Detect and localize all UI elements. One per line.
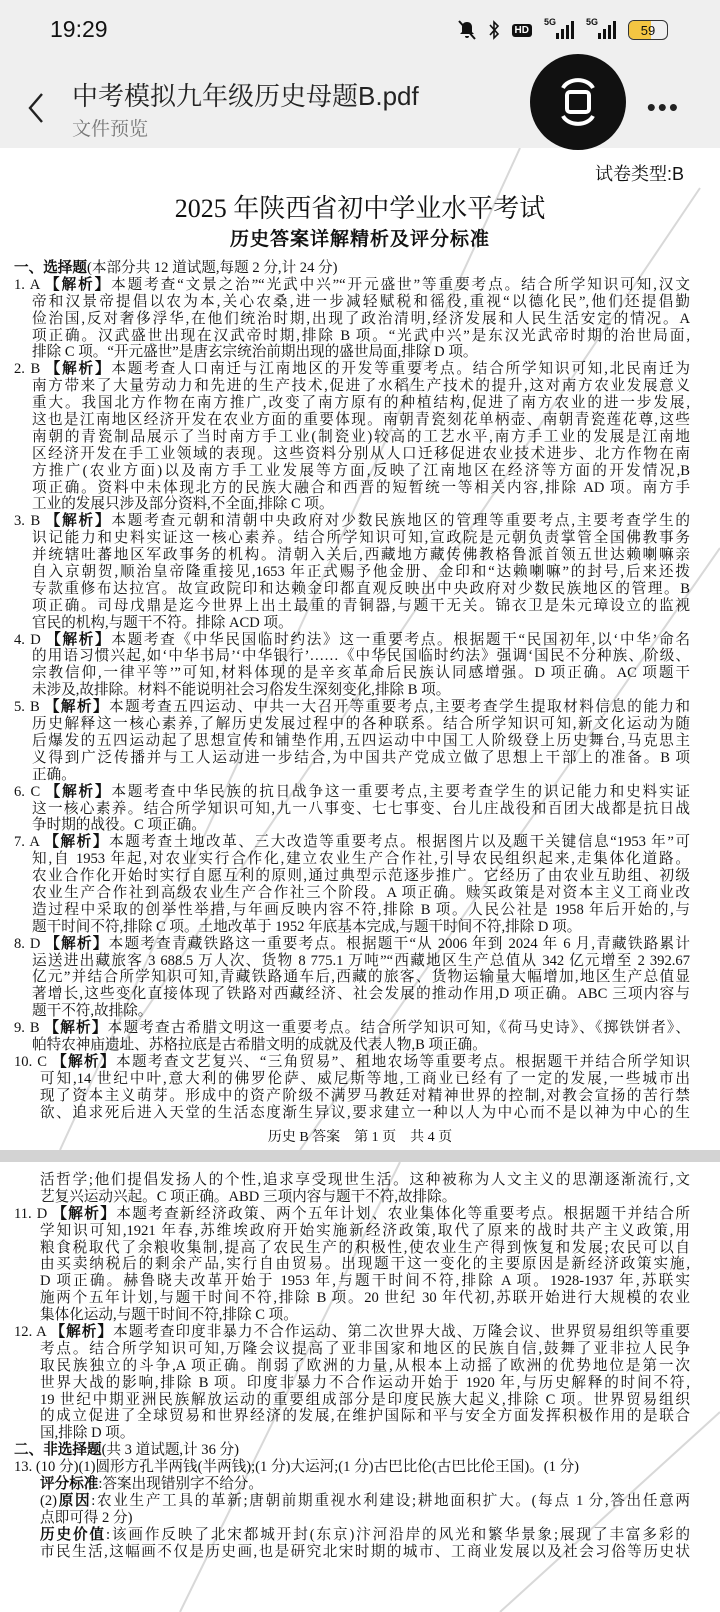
answer-choice: B <box>30 699 40 716</box>
analysis-tag: 【解析】 <box>45 361 112 378</box>
answer-text: 活哲学;他们提倡发扬人的个性,追求享受现世生活。这种被称为人文主义的思潮逐渐流行,文 <box>40 1172 690 1188</box>
answer-text: 题干不符,故排除。 <box>32 1003 153 1020</box>
page-footer: 历史 B 答案 第 1 页 共 4 页 <box>267 1130 453 1145</box>
answer-text: 运送进出藏旅客 3 688.5 万人次、货物 8 775.1 万吨”“西藏地区生产总值从 342 亿元增至 2 392.67 <box>32 952 690 969</box>
answer-text: 题干时间不符,排除 C 项。土地改革于 1952 年底基本完成,与题干时间不符,排除 D 项。 <box>32 918 582 935</box>
analysis-tag: 【解析】 <box>52 1053 117 1070</box>
answer-text: 这也是江南地区经济开发在农业方面的重要体现。南朝青瓷刻花单柄壶、南朝青瓷莲花尊,这些 <box>32 412 690 429</box>
answer-line <box>40 1088 690 1105</box>
answer-line <box>40 1392 690 1409</box>
q13-reason-cont: 点即可得 2 分) <box>40 1509 133 1526</box>
hd-voice-icon: HD <box>512 24 532 37</box>
answer-text: 方推广(农业方面)以及南方手工业发展等方面,反映了江南地区在经济等方面的开发情况,B <box>32 462 690 479</box>
answer-choice: A <box>36 1324 46 1341</box>
answer-line <box>32 1037 690 1054</box>
q13-value <box>40 1527 690 1544</box>
answer-line <box>40 1341 690 1358</box>
answer-text: D 项正确。赫鲁晓夫改革开始于 1953 年,与题干时间不符,排除 A 项。1928-1937 年,苏联实 <box>40 1273 690 1290</box>
answer-text: 的成立促进了全球贸易和世界经济的发展,在维护国际和平与安全方面发挥积极作用的是联合 <box>40 1408 690 1425</box>
pdf-page-2 <box>0 1162 720 1612</box>
answer-text: 国,排除 D 项。 <box>40 1425 135 1442</box>
analysis-tag: 【解析】 <box>52 1205 117 1222</box>
criteria-label: 评分标准 <box>40 1476 99 1493</box>
answer-line <box>40 1172 690 1189</box>
answer-choice: C <box>30 783 41 800</box>
value-text: :该画作反映了北宋都城开封(东京)汴河沿岸的风光和繁华景象;展现了丰富多彩的 <box>105 1526 690 1543</box>
answer-text: 本题考查“文景之治”“光武中兴”“开元盛世”等重要考点。结合所学知识可知,汉文 <box>111 276 690 293</box>
answer-item <box>14 699 690 716</box>
doc-subtitle: 历史答案详解精析及评分标准 <box>229 229 490 250</box>
answer-text: 的用语习惯兴起,如‘中华书局’‘中华银行’……《中华民国临时约法》强调‘国民不分种族、阶级、 <box>32 648 690 665</box>
answer-line <box>32 902 690 919</box>
answer-text: 义得到广泛传播并与工人运动进一步结合,为中国共产党成立做了思想上干部上的准备。B 项 <box>32 749 690 766</box>
answer-text: 粮食税取代了余粮收集制,提高了农民生产的积极性,使农业生产得到恢复和发展;农民可以自 <box>40 1239 690 1256</box>
answer-line <box>32 851 690 868</box>
answer-line <box>32 530 690 547</box>
reason-text: :农业生产工具的革新;唐朝前期重视水利建设;耕地面积扩大。(每点 1 分,答出任意两 <box>91 1492 690 1509</box>
answer-line <box>32 378 690 395</box>
answer-line <box>32 750 690 767</box>
doc-title: 2025 年陕西省初中学业水平考试 <box>174 194 546 223</box>
answer-text: 工业的发展只涉及部分资料,不全面,排除 C 项。 <box>32 496 334 513</box>
answer-text: 项正确。资料中未体现北方的民族大融合和西晋的短暂统一等相关内容,排除 AD 项。南方手 <box>32 479 690 496</box>
paper-type: 试卷类型:B <box>594 164 684 184</box>
answer-text: 本题考查中华民族的抗日战争这一重要考点,主要考查学生的识记能力和史料实证 <box>111 783 690 800</box>
rotate-icon <box>555 74 601 130</box>
answer-item <box>14 784 690 801</box>
answer-line <box>32 969 690 986</box>
answer-line <box>40 1240 690 1257</box>
answer-line <box>32 919 690 936</box>
pdf-page-1 <box>0 148 720 1150</box>
section-heading <box>14 1442 690 1459</box>
answer-line <box>40 1358 690 1375</box>
question-number: 1. <box>14 276 25 293</box>
answer-text: 项正确。汉武盛世出现在汉武帝时期,排除 B 项。“光武中兴”是东汉光武帝时期的治世局面, <box>32 327 690 344</box>
answer-line <box>32 480 690 497</box>
answer-choice: A <box>29 834 40 851</box>
answer-text: 南朝的青瓷制品展示了当时南方手工业(制瓷业)较高的工艺水平,南方手工业的发展是江南地 <box>32 428 690 445</box>
answer-line <box>32 547 690 564</box>
answer-choice: D <box>29 935 41 952</box>
section-heading: 一、选择题(本部分共 12 道试题,每题 2 分,计 24 分) <box>14 260 338 276</box>
answer-text: 本题考查印度非暴力不合作运动、第二次世界大战、万隆会议、世界贸易组织等重要 <box>113 1324 690 1341</box>
criteria-text: :答案出现错别字不给分。 <box>98 1476 263 1493</box>
answer-line <box>32 429 690 446</box>
answer-line <box>32 311 690 328</box>
answer-text: 本题考查文艺复兴、“三角贸易”、租地农场等重要考点。根据题干并结合所学知识 <box>116 1053 690 1070</box>
rotate-screen-button[interactable] <box>530 54 626 150</box>
answer-text: 欲、追求死后进入天堂的生活态度渐生异议,要求建立一种以人为中心而不是以神为中心的生 <box>40 1104 690 1121</box>
answer-text: 排除 C 项。“开元盛世”是唐玄宗统治前期出现的盛世局面,排除 D 项。 <box>32 344 478 361</box>
answer-line <box>32 868 690 885</box>
question-number: 11. <box>14 1205 32 1222</box>
answer-text: 帕特农神庙遗址、苏格拉底是古希腊文明的成就及代表人物,B 项正确。 <box>32 1036 487 1053</box>
answer-text: 可知,14 世纪中叶,意大利的佛罗伦萨、威尼斯等地,工商业已经有了一定的发展,一些城市出 <box>40 1070 690 1087</box>
answer-item <box>14 834 690 851</box>
answer-line <box>32 581 690 598</box>
answer-text: 本题考查新经济政策、两个五年计划、农业集体化等重要考点。根据题干并结合所 <box>116 1205 690 1222</box>
answer-text: 本题考查人口南迁与江南地区的开发等重要考点。结合所学知识可知,北民南迁为 <box>111 361 690 378</box>
status-bar <box>0 0 720 70</box>
answer-text: 俭治国,反对奢侈浮华,在他们统治时期,出现了政治清明,经济发展和人民生活安定的情况。A <box>32 310 690 327</box>
clock: 19:29 <box>50 16 108 42</box>
file-title: 中考模拟九年级历史母题B.pdf <box>72 81 419 111</box>
answer-text: 造过程中采取的创举性举措,与年画反映内容不符,排除 B 项。人民公社是 1958 年后开始的,与 <box>32 901 690 918</box>
answer-line <box>40 1071 690 1088</box>
answer-line <box>40 1290 690 1307</box>
answer-line <box>32 801 690 818</box>
answer-line <box>32 294 690 311</box>
answer-text: 农业生产合作社到高级农业生产合作社三个阶段。A 项正确。赎买政策是对资本主义工商业改 <box>32 884 690 901</box>
answer-text: 宗教信仰,一律平等’”可知,材料体现的是辛亥革命后民族认同感增强。D 项正确。AC 项题干 <box>32 665 690 682</box>
answer-text: 专款重修布达拉宫。故宣政院印和达赖金印都直观反映出中央政府对少数民族地区的管理。B <box>32 580 690 597</box>
q13-part1: 13. (10 分)(1)圆形方孔半两钱(半两钱);(1 分)大运河;(1 分)古巴比伦(古巴比伦王国)。(1 分) <box>14 1459 580 1476</box>
answer-line <box>40 1273 690 1290</box>
answer-item <box>14 936 690 953</box>
answer-line <box>32 953 690 970</box>
answer-text: 由买卖纳税后的剩余产品,实行自由贸易。出现题干这一变化的主要原因是新经济政策实施, <box>40 1256 690 1273</box>
more-menu-button[interactable]: ••• <box>646 92 680 122</box>
question-number: 4. <box>14 631 25 648</box>
battery-icon: 59 <box>628 20 668 40</box>
section-note: (共 3 道试题,计 36 分) <box>101 1442 239 1459</box>
answer-line <box>32 682 690 699</box>
q13-reason <box>40 1493 690 1510</box>
answer-line <box>32 885 690 902</box>
bell-muted-icon <box>458 20 476 40</box>
answer-text: 南方带来了大量劳动力和先进的生产技术,促进了水稻生产技术的提升,这对南方农业发展意义 <box>32 378 690 395</box>
analysis-tag: 【解析】 <box>45 783 112 800</box>
q13-criteria <box>40 1476 690 1493</box>
analysis-tag: 【解析】 <box>45 513 112 530</box>
answer-text: 本题考查土地改革、三大改造等重要考点。根据图片以及题干关键信息“1953 年”可 <box>109 834 690 851</box>
answer-line <box>40 1189 690 1206</box>
page-1-body <box>14 260 690 1121</box>
answer-text: 考点。结合所学知识可知,万隆会议提高了亚非国家和地区的民族自信,鼓舞了亚非拉人民争 <box>40 1340 690 1357</box>
answer-line <box>40 1408 690 1425</box>
answer-text: 本题考查元朝和清朝中央政府对少数民族地区的管理等重要考点,主要考查学生的 <box>111 513 690 530</box>
answer-text: 并统辖吐蕃地区军政事务的机构。清朝入关后,西藏地方藏传佛教格鲁派首领五世达赖喇嘛亲 <box>32 547 690 564</box>
answer-text: 官民的机构,与题干不符。排除 ACD 项。 <box>32 614 293 631</box>
answer-choice: D <box>36 1205 48 1222</box>
answer-text: 未涉及,故排除。材料不能说明社会习俗发生深刻变化,排除 B 项。 <box>32 682 451 699</box>
signal-icon: 5G <box>586 21 616 39</box>
question-number: 9. <box>14 1020 25 1037</box>
bluetooth-icon <box>488 20 500 40</box>
answer-text: 学知识可知,1921 年春,苏维埃政府开始实施新经济政策,取代了原来的战时共产主义政策,用 <box>40 1222 690 1239</box>
answer-text: 农业合作化开始时实行自愿互利的原则,通过典型示范逐步推广。它经历了由农业互助组、初级 <box>32 868 690 885</box>
answer-text: 帝和汉景帝提倡以农为本,关心农桑,进一步减轻赋税和徭役,重视“以德化民”,他们还提倡勤 <box>32 293 690 310</box>
answer-line <box>32 733 690 750</box>
answer-line <box>40 1256 690 1273</box>
answer-item <box>14 1324 690 1341</box>
answer-line <box>32 463 690 480</box>
question-number: 5. <box>14 699 25 716</box>
answer-text: 区经济开发在手工业领域的表现。这些资料分别从人口迁移促进农业技术进步、北方作物在南 <box>32 445 690 462</box>
answer-choice: C <box>37 1053 48 1070</box>
question-number: 8. <box>14 935 25 952</box>
answer-line <box>32 395 690 412</box>
answer-line <box>32 598 690 615</box>
answer-item <box>14 277 690 294</box>
answer-text: 识记能力和史料实证这一核心素养。结合所学知识可知,宣政院是元朝负责掌管全国佛教事务 <box>32 530 690 547</box>
back-arrow-icon[interactable] <box>22 88 52 128</box>
answer-text: 自入京朝贺,顺治皇帝隆重接见,1653 年正式赐予他金册、金印和“达赖喇嘛”的封号,后来还拨 <box>32 564 690 581</box>
question-number: 10. <box>14 1053 33 1070</box>
answer-text: 艺复兴运动兴起。C 项正确。ABD 三项内容与题干不符,故排除。 <box>40 1188 457 1205</box>
answer-line <box>32 665 690 682</box>
answer-line <box>32 817 690 834</box>
answer-line <box>32 986 690 1003</box>
answer-line <box>32 648 690 665</box>
answer-text: 本题考查青藏铁路这一重要考点。根据题干“从 2006 年到 2024 年 6 月,青藏铁路累计 <box>108 935 690 952</box>
answer-text: 后爆发的五四运动起了思想宣传和铺垫作用,五四运动中中国工人阶级登上历史舞台,马克思主 <box>32 732 690 749</box>
answer-text: 亿元”并结合所学知识可知,青藏铁路通车后,西藏的旅客、货物运输量大幅增加,地区生产总值显 <box>32 969 690 986</box>
value-label: 历史价值 <box>40 1526 106 1543</box>
answer-text: 项正确。司母戊鼎是迄今世界上出土最重的青铜器,与题干无关。锦衣卫是朱元璋设立的监视 <box>32 597 690 614</box>
answer-choice: B <box>29 1020 40 1037</box>
answer-item <box>14 632 690 649</box>
answer-text: 正确。 <box>32 766 76 783</box>
answer-text: 19 世纪中期亚洲民族解放运动的重要组成部分是印度民族大起义,排除 C 项。世界贸易组织 <box>40 1391 690 1408</box>
answer-line <box>32 615 690 632</box>
answer-text: 这一核心素养。结合所学知识可知,九一八事变、七七事变、台儿庄战役和百团大战都是抗日战 <box>32 800 690 817</box>
answer-line <box>32 767 690 784</box>
analysis-tag: 【解析】 <box>44 699 110 716</box>
answer-choice: A <box>29 276 40 293</box>
analysis-tag: 【解析】 <box>45 935 109 952</box>
answer-choice: D <box>30 631 41 648</box>
question-number: 3. <box>14 513 25 530</box>
answer-item <box>14 513 690 530</box>
analysis-tag: 【解析】 <box>44 1020 108 1037</box>
answer-text: 本题考查《中华民国临时约法》这一重要考点。根据题干“民国初年,以‘中华’命名 <box>111 631 690 648</box>
reason-prefix: (2) <box>40 1492 58 1509</box>
answer-choice: B <box>30 361 41 378</box>
answer-text: 本题考查五四运动、中共一大召开等重要考点,主要考查学生提取材料信息的能力和 <box>109 699 690 716</box>
answer-text: 施两个五年计划,与题干时间不符,排除 B 项。20 世纪 30 年代初,苏联开始进行大规模的农业 <box>40 1290 690 1307</box>
analysis-tag: 【解析】 <box>46 631 112 648</box>
signal-icon: 5G <box>544 21 574 39</box>
answer-line <box>32 1003 690 1020</box>
answer-line <box>40 1223 690 1240</box>
answer-text: 本题考查古希腊文明这一重要考点。结合所学知识可知,《荷马史诗》、《掷铁饼者》、 <box>107 1020 690 1037</box>
answer-text: 争时期的战役。C 项正确。 <box>32 817 206 834</box>
answer-text: 历史解释这一核心素养,了解历史发展过程中的各种联系。结合所学知识可知,新文化运动为随 <box>32 716 690 733</box>
answer-text: 现了资本主义萌芽。形成中的资产阶级不满罗马教廷对精神世界的控制,对教会宣扬的苦行禁 <box>40 1087 690 1104</box>
answer-line <box>32 446 690 463</box>
answer-line <box>40 1307 690 1324</box>
answer-text: 世界大战的影响,排除 B 项。印度非暴力不合作运动开始于 1920 年,与历史解释的时间不符, <box>40 1374 690 1391</box>
answer-line <box>32 564 690 581</box>
answer-line <box>40 1375 690 1392</box>
answer-item <box>14 361 690 378</box>
answer-line <box>40 1105 690 1122</box>
answer-item <box>14 1054 690 1071</box>
answer-line <box>32 344 690 361</box>
question-number: 2. <box>14 361 25 378</box>
analysis-tag: 【解析】 <box>50 1324 114 1341</box>
analysis-tag: 【解析】 <box>44 834 110 851</box>
answer-item <box>14 1206 690 1223</box>
answer-text: 取民族独立的斗争,A 项正确。削弱了欧洲的力量,从根本上动摇了欧洲的优势地位是第一次 <box>40 1357 690 1374</box>
answer-text: 知,自 1953 年起,对农业实行合作化,建立农业生产合作社,引导农民组织起来,走集体化道路。 <box>32 851 690 868</box>
answer-line <box>32 496 690 513</box>
answer-text: 重大。我国北方作物在南方推广,改变了南方原有的种植结构,促进了南方农业的进一步发展, <box>32 395 690 412</box>
section-label: 二、非选择题 <box>14 1442 102 1459</box>
answer-line <box>32 716 690 733</box>
question-number: 12. <box>14 1324 33 1341</box>
reason-label: 原因 <box>57 1492 92 1509</box>
file-preview-label: 文件预览 <box>72 119 149 140</box>
question-number: 7. <box>14 834 25 851</box>
question-number: 6. <box>14 783 25 800</box>
answer-text: 著增长,这些变化直接体现了铁路对西藏经济、社会发展的推动作用,D 项正确。ABC 三项内容与 <box>32 986 690 1003</box>
answer-choice: B <box>30 513 41 530</box>
answer-item <box>14 1020 690 1037</box>
page-separator <box>0 1150 720 1162</box>
q13-value-cont: 市民生活,这幅画不仅是历史画,也是研究北宋时期的城市、工商业发展以及社会习俗等历史状 <box>40 1543 690 1560</box>
answer-line <box>32 328 690 345</box>
answer-line <box>32 412 690 429</box>
answer-line <box>40 1425 690 1442</box>
page-2-body <box>14 1172 690 1560</box>
analysis-tag: 【解析】 <box>45 276 112 293</box>
answer-text: 集体化运动,与题干时间不符,排除 C 项。 <box>40 1307 298 1324</box>
